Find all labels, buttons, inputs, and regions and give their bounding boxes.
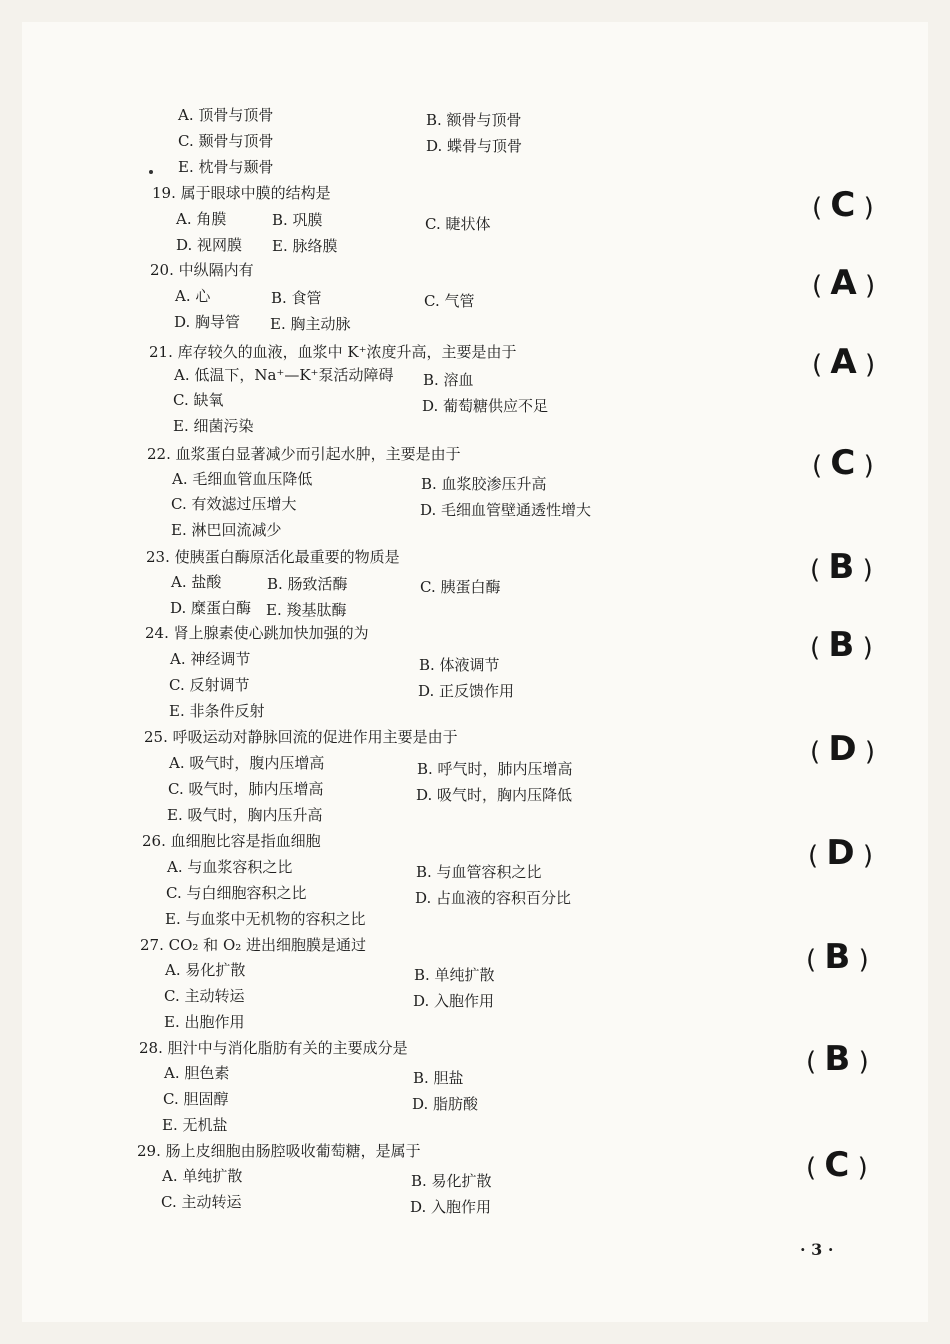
q20-option-a: A. 心: [175, 287, 211, 305]
q20-stem: 20. 中纵隔内有: [150, 261, 254, 279]
q22-option-c: C. 有效滤过压增大: [171, 495, 297, 513]
q26-option-c: C. 与白细胞容积之比: [166, 884, 307, 902]
q28-option-a: A. 胆色素: [164, 1064, 230, 1082]
q27-option-b: B. 单纯扩散: [414, 966, 495, 984]
q26-option-e: E. 与血浆中无机物的容积之比: [165, 910, 366, 928]
q24-option-c: C. 反射调节: [169, 676, 250, 694]
q24-option-e: E. 非条件反射: [169, 702, 265, 720]
q29-option-c: C. 主动转运: [161, 1193, 242, 1211]
q19-option-b: B. 巩膜: [272, 211, 323, 229]
q19-option-a: A. 角膜: [176, 210, 227, 228]
q29-option-b: B. 易化扩散: [411, 1172, 492, 1190]
q27-stem: 27. CO₂ 和 O₂ 进出细胞膜是通过: [140, 936, 367, 954]
q19-option-c: C. 睫状体: [425, 215, 491, 233]
q27-option-c: C. 主动转运: [164, 987, 245, 1005]
q18-option-d: D. 蝶骨与顶骨: [426, 137, 523, 155]
q20-option-d: D. 胸导管: [174, 313, 241, 331]
q26-option-b: B. 与血管容积之比: [416, 863, 542, 881]
q23-handwritten-answer: ( B ): [810, 547, 873, 587]
pen-dot: [149, 170, 153, 174]
q21-option-a: A. 低温下，Na⁺—K⁺泵活动障碍: [174, 366, 394, 384]
q27-option-e: E. 出胞作用: [164, 1013, 245, 1031]
q29-option-a: A. 单纯扩散: [162, 1167, 243, 1185]
q22-handwritten-answer: ( C ): [812, 443, 874, 483]
q28-option-d: D. 脂肪酸: [412, 1095, 479, 1113]
q28-option-b: B. 胆盐: [413, 1069, 464, 1087]
q19-stem: 19. 属于眼球中膜的结构是: [152, 184, 331, 202]
q28-handwritten-answer: ( B ): [806, 1039, 869, 1079]
q27-option-d: D. 入胞作用: [413, 992, 495, 1010]
q22-option-b: B. 血浆胶渗压升高: [421, 475, 547, 493]
q23-option-d: D. 糜蛋白酶: [170, 599, 252, 617]
q18-option-c: C. 颞骨与顶骨: [178, 132, 274, 150]
q19-handwritten-answer: ( C ): [812, 185, 874, 225]
q26-handwritten-answer: ( D ): [808, 833, 874, 873]
q25-option-a: A. 吸气时，腹内压增高: [169, 754, 325, 772]
q28-option-c: C. 胆固醇: [163, 1090, 229, 1108]
q29-handwritten-answer: ( C ): [806, 1145, 868, 1185]
q21-option-c: C. 缺氧: [173, 391, 224, 409]
q19-option-e: E. 脉络膜: [272, 237, 338, 255]
q25-handwritten-answer: ( D ): [810, 729, 876, 769]
q26-option-a: A. 与血浆容积之比: [167, 858, 293, 876]
q21-stem: 21. 库存较久的血液，血浆中 K⁺浓度升高，主要是由于: [149, 343, 517, 361]
q28-option-e: E. 无机盐: [162, 1116, 228, 1134]
q28-stem: 28. 胆汁中与消化脂肪有关的主要成分是: [139, 1039, 408, 1057]
q27-handwritten-answer: ( B ): [806, 937, 869, 977]
q21-option-e: E. 细菌污染: [173, 417, 254, 435]
q24-stem: 24. 肾上腺素使心跳加快加强的为: [145, 624, 369, 642]
q21-handwritten-answer: ( A ): [812, 342, 876, 382]
q22-stem: 22. 血浆蛋白显著减少而引起水肿，主要是由于: [147, 445, 461, 463]
q26-stem: 26. 血细胞比容是指血细胞: [142, 832, 321, 850]
q21-option-b: B. 溶血: [423, 371, 474, 389]
page-number: · 3 ·: [800, 1240, 834, 1259]
q23-option-c: C. 胰蛋白酶: [420, 578, 501, 596]
q22-option-d: D. 毛细血管壁通透性增大: [420, 501, 592, 519]
q18-option-e: E. 枕骨与颞骨: [178, 158, 274, 176]
q25-option-d: D. 吸气时，胸内压降低: [416, 786, 573, 804]
q20-option-e: E. 胸主动脉: [270, 315, 351, 333]
q22-option-e: E. 淋巴回流减少: [171, 521, 282, 539]
q29-option-d: D. 入胞作用: [410, 1198, 492, 1216]
q25-option-e: E. 吸气时，胸内压升高: [167, 806, 323, 824]
q22-option-a: A. 毛细血管血压降低: [172, 470, 313, 488]
q23-option-b: B. 肠致活酶: [267, 575, 348, 593]
q27-option-a: A. 易化扩散: [165, 961, 246, 979]
bleed-through-text: [560, 120, 850, 274]
q21-option-d: D. 葡萄糖供应不足: [422, 397, 549, 415]
q25-stem: 25. 呼吸运动对静脉回流的促进作用主要是由于: [144, 728, 458, 746]
q23-option-e: E. 羧基肽酶: [266, 601, 347, 619]
q26-option-d: D. 占血液的容积百分比: [415, 889, 572, 907]
q18-option-b: B. 额骨与顶骨: [426, 111, 522, 129]
q20-option-b: B. 食管: [271, 289, 322, 307]
q24-option-d: D. 正反馈作用: [418, 682, 515, 700]
q25-option-b: B. 呼气时，肺内压增高: [417, 760, 573, 778]
q24-option-a: A. 神经调节: [170, 650, 251, 668]
q20-handwritten-answer: ( A ): [812, 263, 876, 303]
q19-option-d: D. 视网膜: [176, 236, 243, 254]
q29-stem: 29. 肠上皮细胞由肠腔吸收葡萄糖，是属于: [137, 1142, 421, 1160]
q25-option-c: C. 吸气时，肺内压增高: [168, 780, 324, 798]
q18-option-a: A. 顶骨与顶骨: [178, 106, 274, 124]
q24-option-b: B. 体液调节: [419, 656, 500, 674]
q23-option-a: A. 盐酸: [171, 573, 222, 591]
q24-handwritten-answer: ( B ): [810, 625, 873, 665]
q20-option-c: C. 气管: [424, 292, 475, 310]
q23-stem: 23. 使胰蛋白酶原活化最重要的物质是: [146, 548, 400, 566]
